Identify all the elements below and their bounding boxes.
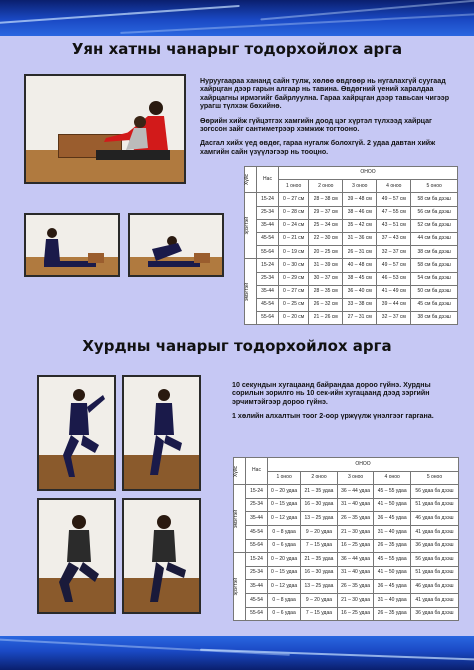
score-cell: 21 – 35 удаа	[301, 553, 338, 567]
table-row	[245, 193, 458, 206]
score-cell: 36 удаа ба дээш	[410, 607, 458, 621]
score-cell: 39 – 44 см	[377, 298, 411, 311]
score-cell: 26 – 35 удаа	[374, 607, 411, 621]
score-cell: 43 – 51 см	[377, 219, 411, 232]
score-cell: 0 – 20 см	[279, 312, 309, 325]
photo-running-man-2	[122, 498, 201, 614]
score-cell: 13 – 25 удаа	[301, 512, 338, 526]
score-cell: 9 – 20 удаа	[301, 525, 338, 539]
score-cell: 36 – 45 удаа	[374, 580, 411, 594]
table-row	[245, 298, 458, 311]
age-cell: 25-34	[246, 566, 268, 580]
speed-score-table	[233, 457, 459, 621]
score-cell: 21 – 26 см	[309, 312, 343, 325]
score-cell: 29 – 37 см	[309, 206, 343, 219]
score-cell: 7 – 15 удаа	[301, 539, 338, 553]
score-column-header: 5 оноо	[411, 180, 458, 193]
score-cell: 0 – 8 удаа	[268, 525, 301, 539]
table-row	[234, 485, 459, 499]
score-cell: 38 см ба дээш	[411, 246, 458, 259]
score-cell: 21 – 35 удаа	[301, 485, 338, 499]
score-cell: 54 см ба дээш	[411, 272, 458, 285]
athlete-icon	[49, 508, 109, 608]
athlete-icon	[49, 385, 109, 485]
score-cell: 40 – 48 см	[343, 259, 377, 272]
score-cell: 26 – 35 удаа	[374, 539, 411, 553]
photo-running-man-1	[37, 498, 116, 614]
sex-group-label: эмэгтэй	[234, 485, 246, 553]
score-cell: 0 – 29 см	[279, 272, 309, 285]
score-cell: 38 – 45 см	[343, 272, 377, 285]
athlete-icon	[134, 385, 194, 485]
score-header: ОНОО	[279, 167, 458, 180]
speed-paragraph-2: 1 хөлийн алхалтын тоог 2-оор үржүүлж үнэлгээг гаргана.	[232, 412, 434, 421]
score-cell: 26 – 35 удаа	[337, 512, 374, 526]
table-row	[245, 312, 458, 325]
score-column-header: 1 оноо	[268, 471, 301, 485]
score-cell: 37 – 43 см	[377, 232, 411, 245]
sex-group-label: эмэгтэй	[245, 259, 257, 325]
score-cell: 39 – 48 см	[343, 193, 377, 206]
photo-sit-and-reach-woman-start	[24, 213, 120, 277]
score-cell: 0 – 20 удаа	[268, 485, 301, 499]
table-row	[245, 219, 458, 232]
flexibility-paragraph-2: Өөрийн хийж гүйцэтгэх хамгийн доод цэг хүртэл түлхээд хайрцаг зогссон зайг сантиметрээр хэмжиж тогтооно.	[200, 116, 433, 134]
table-row	[234, 607, 459, 621]
table-row	[245, 246, 458, 259]
score-cell: 16 – 30 удаа	[301, 566, 338, 580]
table-row	[234, 593, 459, 607]
athlete-icon	[86, 92, 186, 172]
score-header: ОНОО	[268, 458, 459, 472]
score-cell: 0 – 21 см	[279, 232, 309, 245]
score-cell: 0 – 30 см	[279, 259, 309, 272]
score-cell: 0 – 19 см	[279, 246, 309, 259]
age-cell: 15-24	[246, 485, 268, 499]
score-column-header: 1 оноо	[279, 180, 309, 193]
score-cell: 51 удаа ба дээш	[410, 498, 458, 512]
score-cell: 58 см ба дээш	[411, 259, 458, 272]
table-row	[234, 525, 459, 539]
score-cell: 46 удаа ба дээш	[410, 512, 458, 526]
age-cell: 55-64	[246, 539, 268, 553]
score-cell: 36 – 40 см	[343, 285, 377, 298]
score-cell: 32 – 37 см	[377, 246, 411, 259]
score-cell: 0 – 6 удаа	[268, 539, 301, 553]
speed-title: Хурдны чанарыг тодорхойлох арга	[82, 337, 392, 355]
age-cell: 15-24	[246, 553, 268, 567]
table-row	[245, 206, 458, 219]
score-cell: 45 – 55 удаа	[374, 553, 411, 567]
age-cell: 55-64	[257, 246, 279, 259]
age-cell: 25-34	[246, 498, 268, 512]
score-cell: 31 – 36 см	[343, 232, 377, 245]
age-cell: 25-34	[257, 272, 279, 285]
score-column-header: 2 оноо	[301, 471, 338, 485]
photo-running-woman-1	[37, 375, 116, 491]
score-cell: 26 – 35 удаа	[337, 580, 374, 594]
score-column-header: 4 оноо	[374, 471, 411, 485]
score-cell: 44 см ба дээш	[411, 232, 458, 245]
score-cell: 0 – 15 удаа	[268, 498, 301, 512]
sex-group-label: эрэгтэй	[234, 553, 246, 621]
score-cell: 0 – 6 удаа	[268, 607, 301, 621]
score-cell: 33 – 38 см	[343, 298, 377, 311]
age-cell: 45-54	[257, 298, 279, 311]
age-column-header: Нас	[246, 458, 268, 485]
score-cell: 0 – 28 см	[279, 206, 309, 219]
table-row	[234, 498, 459, 512]
photo-running-woman-2	[122, 375, 201, 491]
header-band	[0, 0, 474, 36]
score-cell: 36 удаа ба дээш	[410, 539, 458, 553]
score-cell: 56 см ба дээш	[411, 206, 458, 219]
score-cell: 31 – 40 удаа	[374, 593, 411, 607]
age-column-header: Нас	[257, 167, 279, 193]
score-cell: 41 – 50 удаа	[374, 566, 411, 580]
table-row	[234, 539, 459, 553]
age-cell: 15-24	[257, 259, 279, 272]
table-row	[234, 566, 459, 580]
score-cell: 0 – 8 удаа	[268, 593, 301, 607]
age-cell: 55-64	[257, 312, 279, 325]
age-cell: 55-64	[246, 607, 268, 621]
score-cell: 46 удаа ба дээш	[410, 580, 458, 594]
table-row	[234, 580, 459, 594]
score-column-header: 2 оноо	[309, 180, 343, 193]
speed-paragraph-1: 10 секундын хугацаанд байрандаа дороо гүйнэ. Хурдны сорилын зорилго нь 10 сек-ийн хугацаанд дээд зэргийн эрчимтэйгээр дороо гүйнэ.	[232, 381, 431, 406]
score-cell: 30 – 37 см	[309, 272, 343, 285]
score-cell: 9 – 20 удаа	[301, 593, 338, 607]
score-cell: 46 – 53 см	[377, 272, 411, 285]
speed-description	[232, 381, 460, 427]
age-cell: 45-54	[246, 525, 268, 539]
score-cell: 22 – 30 см	[309, 232, 343, 245]
score-cell: 41 – 49 см	[377, 285, 411, 298]
score-cell: 32 – 37 см	[377, 312, 411, 325]
sex-column-header: Хүйс	[234, 458, 246, 485]
score-cell: 36 – 44 удаа	[337, 485, 374, 499]
score-cell: 0 – 24 см	[279, 219, 309, 232]
score-cell: 41 – 50 удаа	[374, 498, 411, 512]
photo-sit-and-reach-woman-reach	[128, 213, 224, 277]
score-cell: 50 см ба дээш	[411, 285, 458, 298]
score-cell: 41 удаа ба дээш	[410, 593, 458, 607]
table-row	[234, 512, 459, 526]
score-cell: 38 см ба дээш	[411, 312, 458, 325]
score-cell: 31 – 40 удаа	[337, 498, 374, 512]
score-cell: 16 – 25 удаа	[337, 539, 374, 553]
table-row	[245, 272, 458, 285]
age-cell: 45-54	[257, 232, 279, 245]
sex-group-label: эрэгтэй	[245, 193, 257, 259]
age-cell: 15-24	[257, 193, 279, 206]
flexibility-paragraph-3: Дасгал хийх үед өвдөг, гараа нугалж болохгүй. 2 удаа давтан хийж хамгийн сайн үзүүлэгээр нь тооцно.	[200, 139, 436, 156]
age-cell: 25-34	[257, 206, 279, 219]
score-cell: 52 см ба дээш	[411, 219, 458, 232]
flexibility-paragraph-1: Нуруугаараа хананд сайн тулж, хөлөө өвдгөөр нь нугалахгүй суугаад хайрцган дээр гарын алгаар нь тавина. Өвдөгний үений харалдаа хайрцагны ирмэгийг байрлуулна. Гараа хайрцган дээр тавьсан чигээр урагш түлхэж бөхийнө.	[200, 77, 450, 111]
table-row	[245, 259, 458, 272]
score-cell: 21 – 30 удаа	[337, 525, 374, 539]
score-cell: 31 – 40 удаа	[374, 525, 411, 539]
score-cell: 13 – 25 удаа	[301, 580, 338, 594]
score-cell: 45 см ба дээш	[411, 298, 458, 311]
score-cell: 7 – 15 удаа	[301, 607, 338, 621]
footer-band	[0, 636, 474, 670]
score-cell: 56 удаа ба дээш	[410, 553, 458, 567]
score-cell: 26 – 31 см	[343, 246, 377, 259]
score-cell: 36 – 44 удаа	[337, 553, 374, 567]
table-row	[234, 553, 459, 567]
score-column-header: 3 оноо	[337, 471, 374, 485]
score-cell: 16 – 25 удаа	[337, 607, 374, 621]
score-cell: 25 – 34 см	[309, 219, 343, 232]
sex-column-header: Хүйс	[245, 167, 257, 193]
score-cell: 38 – 46 см	[343, 206, 377, 219]
score-cell: 28 – 35 см	[309, 285, 343, 298]
score-cell: 0 – 27 см	[279, 285, 309, 298]
age-cell: 35-44	[257, 285, 279, 298]
score-cell: 49 – 57 см	[377, 259, 411, 272]
athlete-icon	[34, 223, 114, 273]
age-cell: 35-44	[246, 512, 268, 526]
age-cell: 45-54	[246, 593, 268, 607]
age-cell: 35-44	[257, 219, 279, 232]
score-cell: 16 – 30 удаа	[301, 498, 338, 512]
score-cell: 31 – 40 удаа	[337, 566, 374, 580]
score-cell: 56 удаа ба дээш	[410, 485, 458, 499]
score-cell: 0 – 20 удаа	[268, 553, 301, 567]
score-cell: 0 – 25 см	[279, 298, 309, 311]
athlete-icon	[134, 508, 194, 608]
athlete-icon	[138, 223, 218, 273]
table-row	[245, 285, 458, 298]
score-cell: 0 – 12 удаа	[268, 512, 301, 526]
score-cell: 58 см ба дээш	[411, 193, 458, 206]
photo-sit-and-reach-man	[24, 74, 186, 184]
score-cell: 41 удаа ба дээш	[410, 525, 458, 539]
score-cell: 26 – 32 см	[309, 298, 343, 311]
score-cell: 45 – 55 удаа	[374, 485, 411, 499]
flexibility-title: Уян хатны чанарыг тодорхойлох арга	[71, 40, 403, 58]
age-cell: 35-44	[246, 580, 268, 594]
score-cell: 21 – 30 удаа	[337, 593, 374, 607]
table-row	[245, 232, 458, 245]
score-cell: 49 – 57 см	[377, 193, 411, 206]
score-cell: 0 – 12 удаа	[268, 580, 301, 594]
score-cell: 31 – 39 см	[309, 259, 343, 272]
score-column-header: 4 оноо	[377, 180, 411, 193]
score-cell: 51 удаа ба дээш	[410, 566, 458, 580]
flexibility-score-table	[244, 166, 458, 325]
score-cell: 35 – 42 см	[343, 219, 377, 232]
flexibility-description	[200, 77, 456, 162]
score-cell: 36 – 45 удаа	[374, 512, 411, 526]
score-column-header: 5 оноо	[410, 471, 458, 485]
score-cell: 27 – 31 см	[343, 312, 377, 325]
score-cell: 47 – 55 см	[377, 206, 411, 219]
score-cell: 0 – 15 удаа	[268, 566, 301, 580]
score-cell: 0 – 27 см	[279, 193, 309, 206]
score-column-header: 3 оноо	[343, 180, 377, 193]
score-cell: 20 – 25 см	[309, 246, 343, 259]
score-cell: 28 – 38 см	[309, 193, 343, 206]
